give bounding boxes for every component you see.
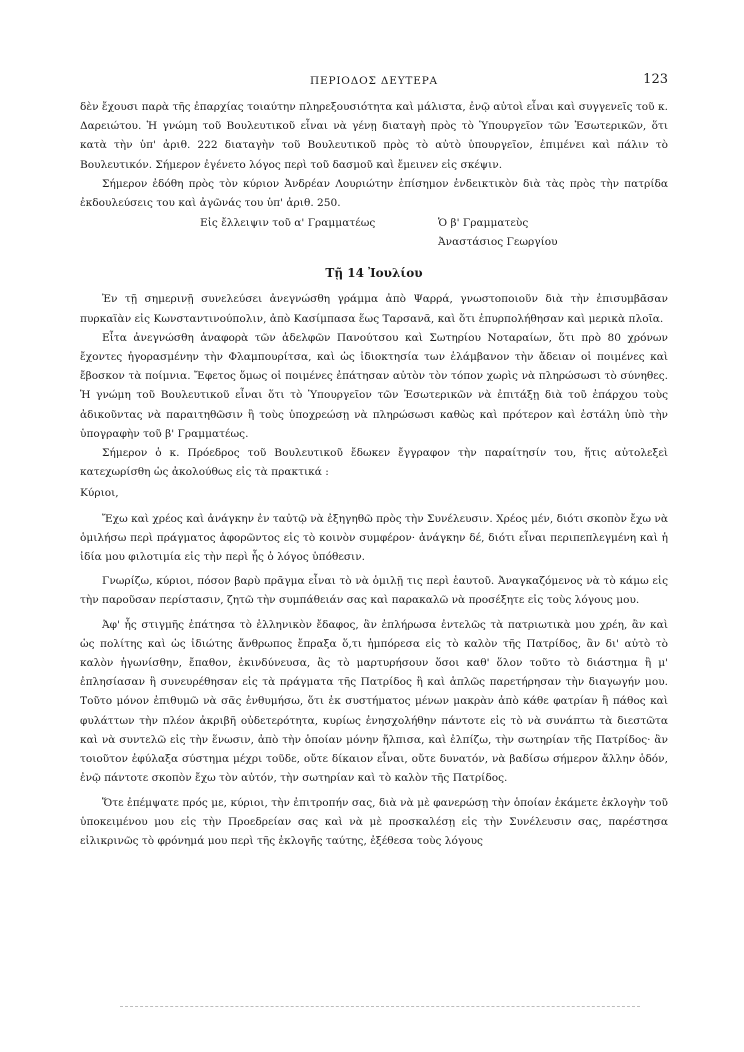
signature-right-name: Ἀναστάσιος Γεωργίου — [438, 236, 558, 249]
paragraph: Εἶτα ἀνεγνώσθη ἀναφορὰ τῶν ἀδελφῶν Πανούτσου καὶ Σωτηρίου Νοταραίων, ὅτι πρὸ 80 χρόνων ἔχοντες ἠγορασμένην τὴν Φλαμπουρίτσα, καὶ ὡς ἰδιοκτησία των ἐλάμβανον τὴν ἄδειαν οἱ ποιμένες καὶ ἔβοσκον τὰ ποίμνια. Ἔφετος ὅμως οἱ ποιμένες ἐπάτησαν αὐτὸν τὸν τόπον χωρὶς νὰ πληρώσωσι τὸ σύνηθες. Ἡ γνώμη τοῦ Βουλευτικοῦ εἶναι ὅτι τὸ Ὑπουργεῖον τῶν Ἐσωτερικῶν νὰ ἐπιτάξῃ διὰ τοῦ ἐπάρχου τοὺς ἀδικοῦντας νὰ παραιτηθῶσιν ἢ τοὺς ὑποχρεώσῃ νὰ πληρώσωσι καθὼς καὶ πρότερον καὶ ἐστάλη ὑπὸ τὴν ὑπογραφὴν τοῦ β' Γραμματέως. — [80, 331, 668, 440]
paragraph: Ἐν τῇ σημερινῇ συνελεύσει ἀνεγνώσθη γράμμα ἀπὸ Ψαρρά, γνωστοποιοῦν διὰ τὴν ἐπισυμβᾶσαν πυρκαϊὰν εἰς Κωνσταντινούπολιν, ἀπὸ Κασίμπασα ἕως Ταρσανᾶ, καὶ ὅτι ἐπυρπολήθησαν καὶ μερικὰ πλοῖα. — [80, 293, 668, 325]
paragraph: Σήμερον ὁ κ. Πρόεδρος τοῦ Βουλευτικοῦ ἔδωκεν ἔγγραφον τὴν παραίτησίν του, ἥτις αὐτολεξεὶ κατεχωρίσθη ὡς ἀκολούθως εἰς τὰ πρακτικά : — [80, 447, 668, 479]
letter-paragraph: Ἀφ' ἧς στιγμῆς ἐπάτησα τὸ ἑλληνικὸν ἔδαφος, ἂν ἐπλήρωσα ἐντελῶς τὰ πατριωτικὰ μου χρέη, ἂν καὶ ὡς πολίτης καὶ ὡς ἰδιώτης ἄνθρωπος ἔπραξα ὅ,τι ἠμπόρεσα εἰς τὸ καλὸν τῆς Πατρίδος, ἂν δι' αὐτὸ τὸ καλὸν ἠγωνίσθην, ἔπαθον, ἐκινδύνευσα, ἂς τὸ μαρτυρήσουν ὅσοι καθ' ὅλον τοῦτο τὸ διάστημα ἢ μ' ἐπλησίασαν ἢ συνευρέθησαν εἰς τὰ πράγματα τῆς Πατρίδος ἢ καὶ ἁπλῶς παρετήρησαν τὴν διαγωγήν μου. Τοῦτο μόνον ἐπιθυμῶ νὰ σᾶς ἐνθυμήσω, ὅτι ἐκ συστήματος μένων μακρὰν ἀπὸ κάθε φατρίαν ἢ πάθος καὶ φυλάττων τὴν πλέον ἀκριβῆ οὐδετερότητα, κυρίως ἐνησχολήθην πάντοτε εἰς τὸ νὰ συνάπτω τὰ διεστῶτα καὶ νὰ συντελῶ εἰς τὴν ἕνωσιν, ἀπὸ τὴν ὁποίαν μόνην ἤλπισα, καὶ ἐλπίζω, τὴν σωτηρίαν τῆς Πατρίδος· ἂν τοιοῦτον ἐφύλαξα σύστημα μέχρι τοῦδε, οὔτε δίκαιον εἶναι, οὔτε δυνατόν, νὰ βαδίσω σήμερον ἄλλην ὁδόν, ἐνῷ πάντοτε σκοπὸν ἔχω τὸν αὐτόν, τὴν σωτηρίαν καὶ τὸ καλὸν τῆς Πατρίδος. — [80, 618, 668, 785]
paragraph: Σήμερον ἐδόθη πρὸς τὸν κύριον Ἀνδρέαν Λουριώτην ἐπίσημον ἐνδεικτικὸν διὰ τὰς πρὸς τὴν πατρίδα ἐκδουλεύσεις του καὶ ἀγῶνάς του ὑπ' ἀριθ. 250. — [80, 177, 668, 210]
signature-right-title: Ὁ β' Γραμματεὺς — [438, 217, 529, 230]
page-header — [80, 72, 668, 92]
running-title: ΠΕΡΙΟΔΟΣ ΔΕΥΤΕΡΑ — [310, 75, 438, 87]
footer-rule — [120, 1006, 640, 1007]
page-number: 123 — [643, 72, 668, 87]
letter-salutation: Κύριοι, — [80, 487, 119, 500]
signature-right — [438, 214, 668, 252]
document-body — [80, 98, 668, 851]
paragraph: δὲν ἔχουσι παρὰ τῆς ἐπαρχίας τοιαύτην πληρεξουσιότητα καὶ μάλιστα, ἐνῷ αὐτοὶ εἶναι καὶ συγγενεῖς τοῦ κ. Δαρειώτου. Ἡ γνώμη τοῦ Βουλευτικοῦ εἶναι νὰ γένῃ διαταγὴ πρὸς τὸ Ὑπουργεῖον τῶν Ἐσωτερικῶν, ὅτι κατὰ τὴν ὑπ' ἀριθ. 222 διαταγὴν τοῦ Βουλευτικοῦ πρὸς τὸ αὐτὸ ὑπουργεῖον, ἐπιμένει καὶ πάλιν τὸ Βουλευτικόν. Σήμερον ἐγένετο λόγος περὶ τοῦ δασμοῦ καὶ ἔμεινεν εἰς σκέψιν. — [80, 101, 668, 171]
letter-paragraph: Ὅτε ἐπέμψατε πρός με, κύριοι, τὴν ἐπιτροπήν σας, διὰ νὰ μὲ φανερώσῃ τὴν ὁποίαν ἐκάμετε ἐκλογὴν τοῦ ὑποκειμένου μου εἰς τὴν Προεδρείαν σας καὶ νὰ μὲ προσκαλέσῃ εἰς τὴν Συνέλευσιν σας, παρέστησα εἰλικρινῶς τὸ φρόνημά μου περὶ τῆς ἐκλογῆς ταύτης, ἐξέθεσα τοὺς λόγους — [80, 796, 668, 847]
signature-left: Εἰς ἔλλειψιν τοῦ α' Γραμματέως — [200, 217, 376, 230]
date-heading: Τῇ 14 Ἰουλίου — [325, 266, 423, 281]
letter-paragraph: Γνωρίζω, κύριοι, πόσον βαρὺ πρᾶγμα εἶναι τὸ νὰ ὁμιλῇ τις περὶ ἑαυτοῦ. Ἀναγκαζόμενος νὰ τὸ κάμω εἰς τὴν παροῦσαν περίστασιν, ζητῶ τὴν συμπάθειάν σας καὶ παρακαλῶ νὰ προσέξητε εἰς τοὺς λόγους μου. — [80, 575, 668, 607]
signature-block — [80, 214, 668, 254]
letter-paragraph: Ἔχω καὶ χρέος καὶ ἀνάγκην ἐν ταὐτῷ νὰ ἐξηγηθῶ πρὸς τὴν Συνέλευσιν. Χρέος μέν, διότι σκοπὸν ἔχω νὰ ὁμιλήσω περὶ πράγματος ἀφορῶντος εἰς τὸ κοινὸν συμφέρον· ἀνάγκην δέ, διότι εἶναι περιπεπλεγμένη καὶ ἡ ἰδία μου φιλοτιμία εἰς τὴν περὶ ἧς ὁ λόγος ὑπόθεσιν. — [80, 512, 668, 564]
